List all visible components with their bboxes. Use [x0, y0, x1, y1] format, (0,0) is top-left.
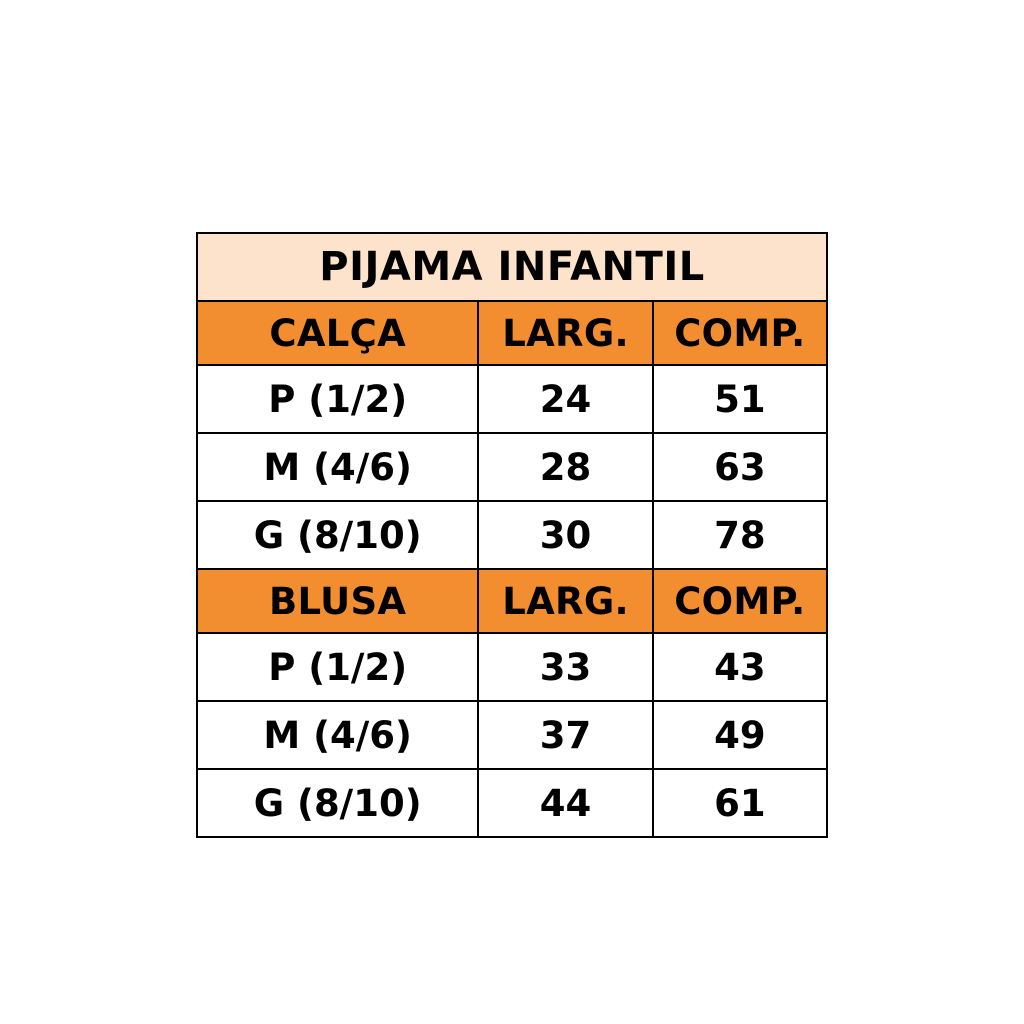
size-label: G (8/10): [197, 501, 478, 569]
table-row: [197, 633, 827, 701]
table-title: PIJAMA INFANTIL: [197, 233, 827, 301]
size-width: 30: [478, 501, 652, 569]
size-length: 78: [653, 501, 827, 569]
size-width: 33: [478, 633, 652, 701]
size-length: 43: [653, 633, 827, 701]
section-header-comp-calca: COMP.: [653, 301, 827, 365]
size-label: M (4/6): [197, 433, 478, 501]
table-row: [197, 701, 827, 769]
size-width: 44: [478, 769, 652, 837]
section-header-larg-blusa: LARG.: [478, 569, 652, 633]
size-length: 61: [653, 769, 827, 837]
section-header-larg-calca: LARG.: [478, 301, 652, 365]
section-header-label-blusa: BLUSA: [197, 569, 478, 633]
section-header-label-calca: CALÇA: [197, 301, 478, 365]
section-header-row-blusa: [197, 569, 827, 633]
size-chart-table: [196, 232, 828, 838]
table-row: [197, 769, 827, 837]
size-length: 51: [653, 365, 827, 433]
table-row: [197, 501, 827, 569]
size-label: G (8/10): [197, 769, 478, 837]
size-width: 28: [478, 433, 652, 501]
size-width: 24: [478, 365, 652, 433]
table-title-row: [197, 233, 827, 301]
size-length: 49: [653, 701, 827, 769]
section-header-comp-blusa: COMP.: [653, 569, 827, 633]
table-row: [197, 433, 827, 501]
size-label: P (1/2): [197, 633, 478, 701]
size-label: M (4/6): [197, 701, 478, 769]
section-header-row-calca: [197, 301, 827, 365]
size-width: 37: [478, 701, 652, 769]
size-label: P (1/2): [197, 365, 478, 433]
size-length: 63: [653, 433, 827, 501]
table-row: [197, 365, 827, 433]
